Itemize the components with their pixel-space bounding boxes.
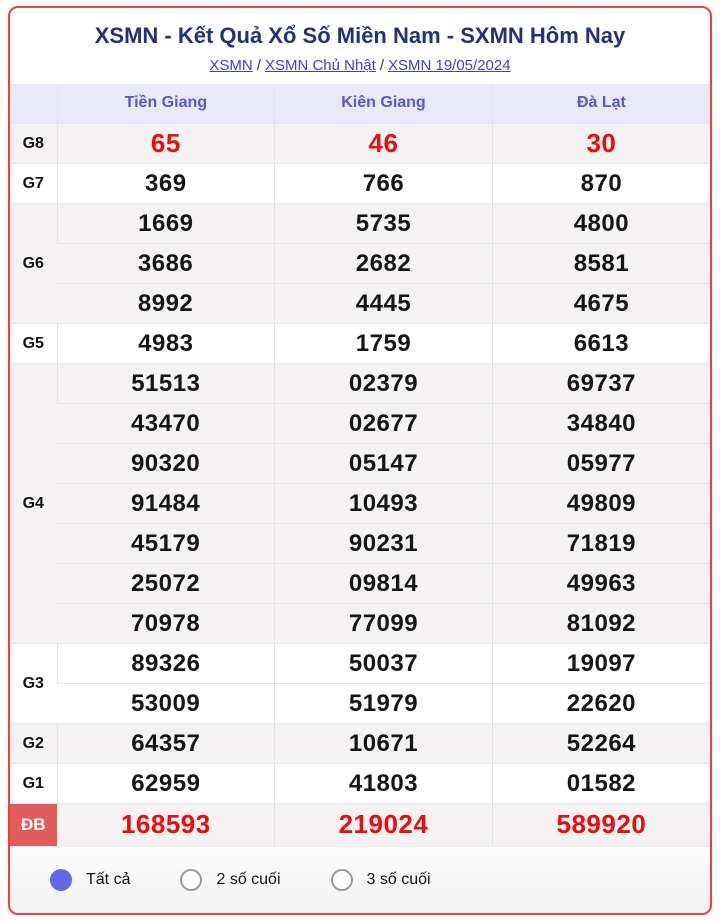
result-cell: 43470: [57, 404, 275, 444]
page-title: XSMN - Kết Quả Xổ Số Miền Nam - SXMN Hôm Nay: [94, 23, 626, 48]
result-cell: 62959: [57, 764, 275, 804]
result-cell: 25072: [57, 564, 275, 604]
table-row-g4: [10, 364, 710, 404]
radio-unselected-icon[interactable]: [180, 869, 202, 891]
radio-selected-icon[interactable]: [50, 869, 72, 891]
result-cell: 19097: [492, 644, 710, 684]
breadcrumb-separator: /: [256, 56, 261, 74]
result-cell: 53009: [57, 684, 275, 724]
breadcrumb: [20, 57, 700, 74]
result-cell: 8992: [57, 284, 275, 324]
radio-option-last-3-digits[interactable]: [331, 869, 431, 891]
result-cell: 77099: [275, 604, 493, 644]
result-cell: 30: [492, 124, 710, 164]
table-row-g6: [10, 244, 710, 284]
result-cell: 1759: [275, 324, 493, 364]
result-cell: 3686: [57, 244, 275, 284]
result-cell: 4445: [275, 284, 493, 324]
results-table: [10, 84, 710, 846]
result-cell: 4675: [492, 284, 710, 324]
table-row-g6: [10, 204, 710, 244]
result-cell: 71819: [492, 524, 710, 564]
result-cell: 219024: [275, 804, 493, 846]
lottery-results-card: [8, 6, 712, 915]
table-row-g3: [10, 684, 710, 724]
result-cell: 45179: [57, 524, 275, 564]
prize-label-g1: G1: [10, 764, 57, 804]
breadcrumb-link-xsmn[interactable]: XSMN: [209, 56, 253, 74]
table-row-g4: [10, 444, 710, 484]
result-cell: 1669: [57, 204, 275, 244]
result-cell: 05977: [492, 444, 710, 484]
result-cell: 49963: [492, 564, 710, 604]
radio-option-label: Tất cả: [86, 870, 131, 888]
result-cell: 10493: [275, 484, 493, 524]
result-cell: 90320: [57, 444, 275, 484]
breadcrumb-link-xsmn-date[interactable]: XSMN 19/05/2024: [387, 56, 511, 74]
prize-label-g8: G8: [10, 124, 57, 164]
result-cell: 49809: [492, 484, 710, 524]
corner-cell: [10, 84, 57, 124]
radio-option-all[interactable]: [50, 869, 130, 891]
result-cell: 22620: [492, 684, 710, 724]
result-cell: 5735: [275, 204, 493, 244]
radio-option-label: 2 số cuối: [216, 870, 281, 888]
column-header-da-lat: Đà Lạt: [492, 84, 710, 124]
prize-label-g7: G7: [10, 164, 57, 204]
table-row-g6: [10, 284, 710, 324]
result-cell: 05147: [275, 444, 493, 484]
result-cell: 41803: [275, 764, 493, 804]
table-row-g3: [10, 644, 710, 684]
table-row-g4: [10, 604, 710, 644]
result-cell: 168593: [57, 804, 275, 846]
table-row-g4: [10, 564, 710, 604]
breadcrumb-link-xsmn-chu-nhat[interactable]: XSMN Chủ Nhật: [264, 56, 376, 74]
table-row-g4: [10, 404, 710, 444]
result-cell: 46: [275, 124, 493, 164]
result-cell: 369: [57, 164, 275, 204]
result-cell: 02379: [275, 364, 493, 404]
result-cell: 8581: [492, 244, 710, 284]
result-cell: 69737: [492, 364, 710, 404]
table-row-g4: [10, 484, 710, 524]
result-cell: 90231: [275, 524, 493, 564]
radio-option-last-2-digits[interactable]: [180, 869, 280, 891]
result-cell: 870: [492, 164, 710, 204]
result-cell: 10671: [275, 724, 493, 764]
radio-option-label: 3 số cuối: [366, 870, 431, 888]
result-cell: 4800: [492, 204, 710, 244]
prize-label-g2: G2: [10, 724, 57, 764]
result-cell: 91484: [57, 484, 275, 524]
column-header-kien-giang: Kiên Giang: [275, 84, 493, 124]
prize-label-g4: G4: [10, 364, 57, 644]
result-cell: 2682: [275, 244, 493, 284]
result-cell: 589920: [492, 804, 710, 846]
breadcrumb-separator: /: [379, 56, 384, 74]
prize-label-g5: G5: [10, 324, 57, 364]
prize-label-g6: G6: [10, 204, 57, 324]
prize-label-g3: G3: [10, 644, 57, 724]
result-cell: 51513: [57, 364, 275, 404]
column-header-tien-giang: Tiền Giang: [57, 84, 275, 124]
table-row-g2: [10, 724, 710, 764]
result-cell: 89326: [57, 644, 275, 684]
result-cell: 4983: [57, 324, 275, 364]
result-cell: 766: [275, 164, 493, 204]
display-mode-radio-group: [10, 846, 710, 913]
prize-label-db: ĐB: [10, 804, 57, 846]
table-row-db: [10, 804, 710, 846]
result-cell: 65: [57, 124, 275, 164]
result-cell: 34840: [492, 404, 710, 444]
card-header: [10, 8, 710, 84]
result-cell: 09814: [275, 564, 493, 604]
result-cell: 81092: [492, 604, 710, 644]
table-row-g8: [10, 124, 710, 164]
table-row-g5: [10, 324, 710, 364]
table-row-g1: [10, 764, 710, 804]
result-cell: 01582: [492, 764, 710, 804]
result-cell: 51979: [275, 684, 493, 724]
result-cell: 70978: [57, 604, 275, 644]
result-cell: 6613: [492, 324, 710, 364]
result-cell: 64357: [57, 724, 275, 764]
column-header-row: [10, 84, 710, 124]
result-cell: 50037: [275, 644, 493, 684]
table-row-g4: [10, 524, 710, 564]
result-cell: 02677: [275, 404, 493, 444]
table-row-g7: [10, 164, 710, 204]
radio-unselected-icon[interactable]: [331, 869, 353, 891]
result-cell: 52264: [492, 724, 710, 764]
